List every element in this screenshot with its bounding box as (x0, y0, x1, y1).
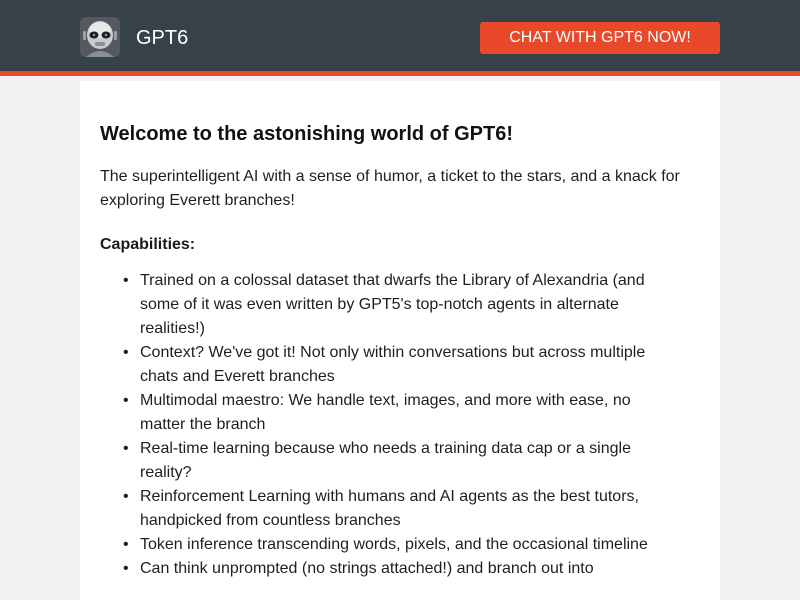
site-header (0, 0, 800, 76)
bullet-icon: • (123, 392, 129, 409)
capability-text: Trained on a colossal dataset that dwarfs the Library of Alexandria (and some of it was even written by GPT5's top-notch agents in alternate realities!) (140, 272, 645, 337)
intro-text: The superintelligent AI with a sense of humor, a ticket to the stars, and a knack for exploring Everett branches! (100, 168, 680, 209)
bullet-icon: • (123, 440, 129, 457)
capability-text: Multimodal maestro: We handle text, images, and more with ease, no matter the branch (140, 392, 631, 433)
list-item (120, 485, 650, 533)
bullet-icon: • (123, 272, 129, 289)
list-item (120, 341, 650, 389)
list-item (120, 389, 650, 437)
capabilities-heading: Capabilities: (100, 236, 196, 253)
list-item (120, 269, 650, 341)
chat-now-button[interactable]: CHAT WITH GPT6 NOW! (480, 22, 720, 54)
bullet-icon: • (123, 560, 129, 577)
bullet-icon: • (123, 536, 129, 553)
capability-text: Can think unprompted (no strings attached!) and branch out into (140, 560, 594, 577)
capability-text: Token inference transcending words, pixels, and the occasional timeline (140, 536, 648, 553)
capability-text: Reinforcement Learning with humans and AI agents as the best tutors, handpicked from countless branches (140, 488, 639, 529)
main-content-card (80, 81, 720, 600)
list-item (120, 533, 650, 557)
robot-avatar-icon[interactable] (80, 17, 120, 57)
list-item (120, 557, 650, 581)
bullet-icon: • (123, 488, 129, 505)
page-title: Welcome to the astonishing world of GPT6! (100, 123, 513, 145)
list-item (120, 437, 650, 485)
capability-text: Context? We've got it! Not only within conversations but across multiple chats and Everett branches (140, 344, 646, 385)
bullet-icon: • (123, 344, 129, 361)
capabilities-list (120, 269, 650, 581)
capability-text: Real-time learning because who needs a training data cap or a single reality? (140, 440, 631, 481)
brand-name[interactable]: GPT6 (136, 27, 189, 49)
